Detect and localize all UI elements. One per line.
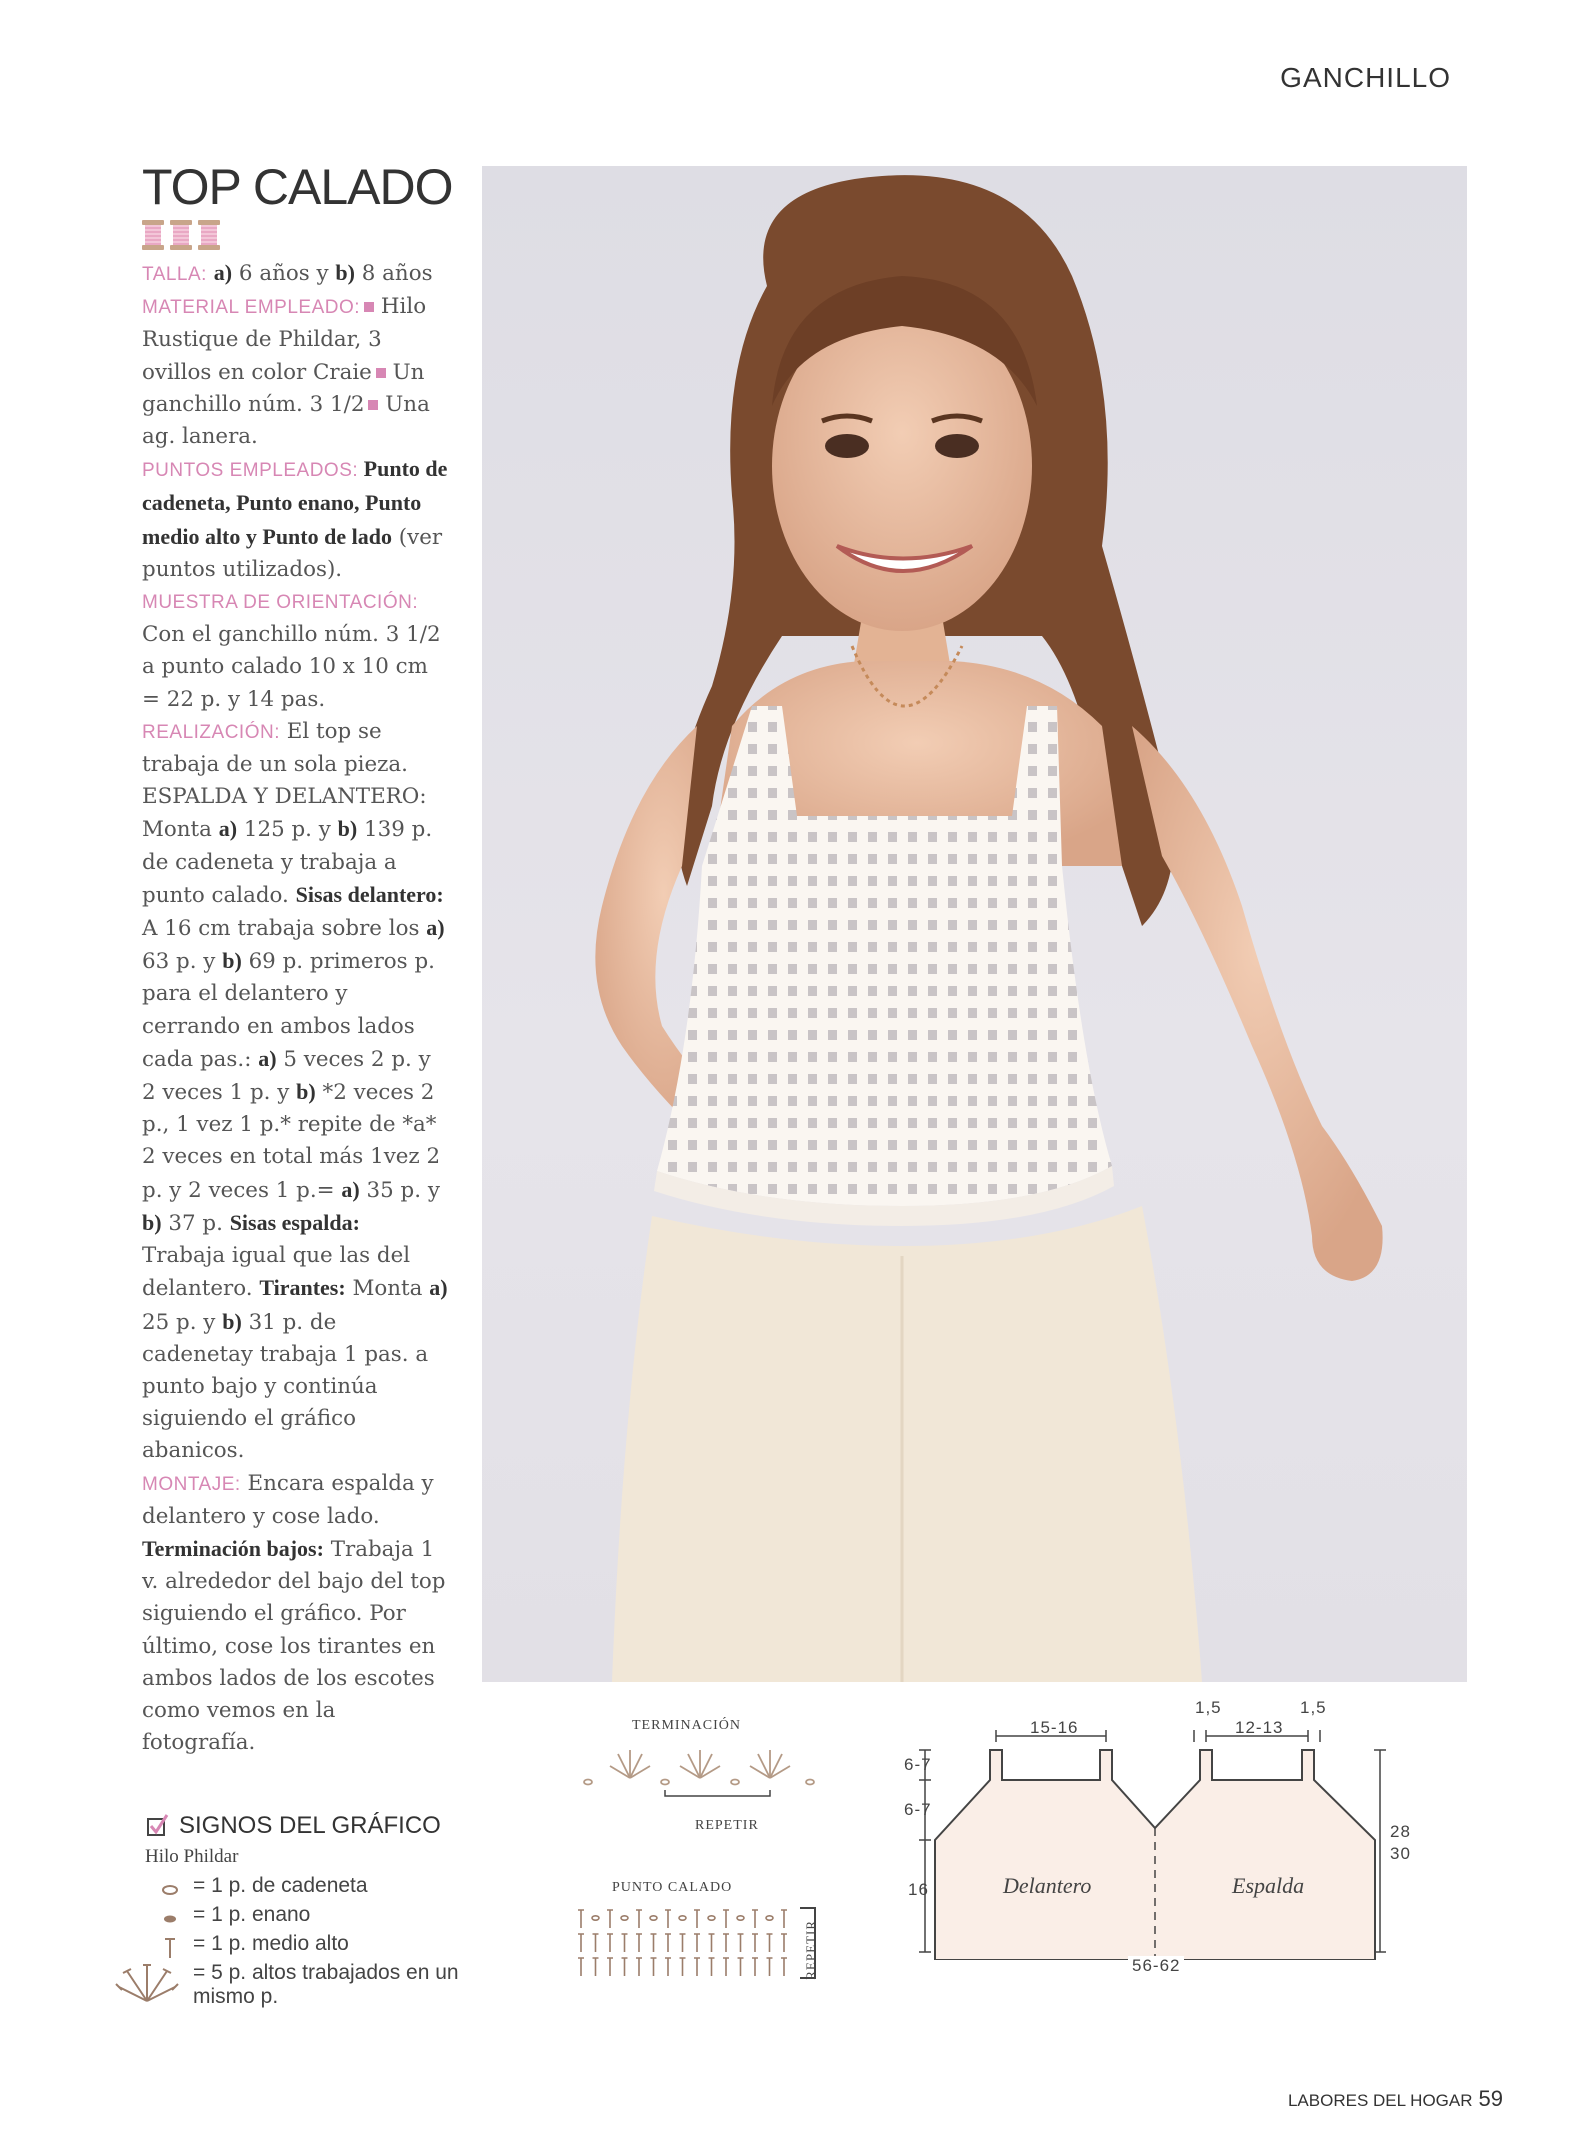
punto-calado-chart (575, 1900, 820, 1990)
size-b: b) (296, 1079, 316, 1105)
sisas-del-1: A 16 cm trabaja sobre los (142, 916, 427, 942)
muestra (142, 586, 448, 716)
chain-stitch-mark (766, 1916, 773, 1920)
half-double-crochet-mark (723, 1910, 729, 1928)
half-double-crochet-mark (723, 1958, 729, 1976)
talla (142, 257, 448, 291)
legend-text: = 1 p. medio alto (193, 1932, 349, 1955)
delantero-label: Delantero (1003, 1873, 1092, 1898)
sisas-del-5: *2 veces 2 p., 1 vez 1 p.* repite de *a* 2 veces en total más 1vez 2 p. y 2 veces 1 p.= (142, 1080, 441, 1203)
half-double-crochet-mark (680, 1958, 686, 1976)
legend-heading (145, 1812, 475, 1840)
legend-item (145, 1961, 475, 2021)
tirantes-3: 31 p. de cadenetay trabaja 1 pas. a punto bajo y continúa siguiendo el gráfico abanicos. (142, 1309, 429, 1464)
half-double-crochet-mark (752, 1958, 758, 1976)
terminacion-chart (580, 1738, 820, 1818)
tirantes-2: 25 p. y (142, 1309, 223, 1335)
puntos (142, 453, 448, 586)
muestra-label: MUESTRA DE ORIENTACIÓN: (142, 592, 419, 614)
half-double-crochet-mark (622, 1958, 628, 1976)
size-a-value: 6 años y (232, 261, 336, 286)
realizacion-label: REALIZACIÓN: (142, 721, 280, 743)
tirantes-heading: Tirantes: (259, 1275, 346, 1301)
half-double-crochet-mark (636, 1958, 642, 1976)
girl-illustration (482, 166, 1467, 1682)
half-double-crochet-mark (694, 1910, 700, 1928)
muestra-text: Con el ganchillo núm. 3 1/2 a punto calado 10 x 10 cm = 22 p. y 14 pas. (142, 622, 441, 712)
material-2: Un ganchillo núm. 3 1/2 (142, 359, 425, 417)
sisas-del-2: 63 p. y (142, 949, 223, 975)
size-a: a) (213, 260, 233, 285)
chain-stitch-mark (737, 1916, 744, 1920)
legend-subtitle: Hilo Phildar (145, 1846, 239, 1867)
half-double-crochet-mark (738, 1958, 744, 1976)
half-double-crochet-mark (607, 1934, 613, 1952)
bullet-square-icon (376, 368, 386, 378)
half-double-crochet-mark (665, 1934, 671, 1952)
sisas-espalda-text: Trabaja igual que las del delantero. (142, 1243, 411, 1302)
half-double-crochet-mark (781, 1958, 787, 1976)
half-double-crochet-mark (738, 1934, 744, 1952)
punto-calado-title: PUNTO CALADO (612, 1880, 733, 1895)
half-double-crochet-mark (578, 1934, 584, 1952)
terminacion-bajos-heading: Terminación bajos: (142, 1535, 324, 1561)
montaje (142, 1468, 448, 1760)
page-title: TOP CALADO (142, 159, 453, 215)
legend-title: SIGNOS DEL GRÁFICO (179, 1812, 441, 1839)
sisas-delantero-heading: Sisas delantero: (295, 881, 444, 907)
slip-stitch-icon (155, 1907, 185, 1931)
bullet-square-icon (364, 302, 374, 312)
legend-item (145, 1903, 475, 1932)
measure-strap-height: 6-7 (904, 1755, 932, 1774)
legend-text: = 1 p. de cadeneta (193, 1874, 368, 1897)
half-double-crochet-mark (636, 1910, 642, 1928)
thread-spool-icon (198, 220, 220, 250)
half-double-crochet-mark (781, 1934, 787, 1952)
garment-schematic (890, 1700, 1410, 1960)
measure-total-a: 28 (1390, 1822, 1411, 1841)
pattern-instructions (142, 257, 448, 1759)
half-double-crochet-mark (709, 1958, 715, 1976)
half-double-crochet-mark (607, 1910, 613, 1928)
half-double-crochet-mark (607, 1958, 613, 1976)
half-double-crochet-icon (155, 1936, 185, 1960)
half-double-crochet-mark (636, 1934, 642, 1952)
page-number: 59 (1478, 2086, 1503, 2111)
half-double-crochet-mark (752, 1910, 758, 1928)
half-double-crochet-mark (723, 1934, 729, 1952)
magazine-name: LABORES DEL HOGAR (1287, 2091, 1473, 2110)
legend-text: = 5 p. altos trabajados en un mismo p. (193, 1961, 459, 2008)
half-double-crochet-mark (709, 1934, 715, 1952)
half-double-crochet-mark (651, 1958, 657, 1976)
page-footer (1288, 2086, 1503, 2112)
montaje-text-1: Encara espalda y delantero y cose lado. (142, 1470, 434, 1529)
half-double-crochet-mark (752, 1934, 758, 1952)
sisas-del-7: 37 p. (161, 1210, 230, 1236)
fan-stitch-icon (115, 1961, 179, 2005)
terminacion-chart-title: TERMINACIÓN (632, 1718, 741, 1733)
espalda-label: Espalda (1232, 1873, 1305, 1898)
chain-stitch-mark (679, 1916, 686, 1920)
sisas-del-6: 35 p. y (359, 1177, 440, 1203)
repetir-vertical-label: REPETIR (803, 1920, 818, 1980)
chart-legend (145, 1812, 475, 2021)
realizacion-text-3: 139 p. de cadeneta y trabaja a punto calado. (142, 817, 433, 908)
half-double-crochet-mark (651, 1934, 657, 1952)
chain-stitch-icon (155, 1878, 185, 1902)
measure-total-b: 30 (1390, 1844, 1411, 1863)
half-double-crochet-mark (781, 1910, 787, 1928)
legend-item (145, 1932, 475, 1961)
size-a: a) (426, 915, 445, 941)
measure-armhole: 6-7 (904, 1800, 932, 1819)
material-3: Una ag. lanera. (142, 391, 430, 450)
size-b-value: 8 años (354, 261, 433, 286)
puntos-list: Punto de cadeneta, Punto enano, Punto medio alto y Punto de lado (142, 456, 448, 549)
size-a: a) (258, 1045, 277, 1071)
sisas-del-3: 69 p. primeros p. para el delantero y cerrando en ambos lados cada pas.: (142, 949, 435, 1072)
chain-stitch-mark (621, 1916, 628, 1920)
realizacion-text-2: 125 p. y (237, 817, 338, 843)
thread-spool-icon (142, 220, 164, 250)
material-1: Hilo Rustique de Phildar, 3 ovillos en color Craie (142, 294, 427, 385)
half-double-crochet-mark (593, 1934, 599, 1952)
puntos-note: (ver puntos utilizados). (142, 524, 443, 582)
half-double-crochet-mark (593, 1958, 599, 1976)
measure-small-2: 1,5 (1300, 1698, 1327, 1717)
sisas-espalda-heading: Sisas espalda: (229, 1209, 360, 1235)
chain-stitch-mark (592, 1916, 599, 1920)
legend-item (145, 1874, 475, 1903)
tirantes-1: Monta (345, 1276, 430, 1302)
half-double-crochet-mark (694, 1958, 700, 1976)
size-a: a) (341, 1176, 360, 1202)
chain-stitch-mark (650, 1916, 657, 1920)
size-b: b) (222, 948, 242, 974)
puntos-label: PUNTOS EMPLEADOS: (142, 460, 359, 482)
measure-strap-gap: 15-16 (1030, 1718, 1079, 1737)
montaje-text-2: Trabaja 1 v. alrededor del bajo del top siguiendo el gráfico. Por último, cose los tirantes en ambos lados de los escotes como vemos en la fotografía. (142, 1536, 446, 1756)
sisas-del-4: 5 veces 2 p. y 2 veces 1 p. y (142, 1046, 431, 1106)
talla-label: TALLA: (142, 264, 207, 285)
realizacion-text-1: El top se trabaja de un sola pieza. ESPALDA Y DELANTERO: Monta (142, 718, 427, 843)
half-double-crochet-mark (694, 1934, 700, 1952)
material-label: MATERIAL EMPLEADO: (142, 297, 361, 319)
material (142, 291, 448, 453)
half-double-crochet-mark (578, 1910, 584, 1928)
size-b: b) (142, 1209, 162, 1235)
realizacion (142, 716, 448, 1468)
half-double-crochet-mark (680, 1934, 686, 1952)
size-a: a) (429, 1275, 448, 1301)
half-double-crochet-mark (767, 1934, 773, 1952)
bullet-square-icon (368, 400, 378, 410)
montaje-label: MONTAJE: (142, 1473, 241, 1495)
size-a: a) (218, 816, 238, 842)
chain-stitch-mark (708, 1916, 715, 1920)
half-double-crochet-mark (665, 1958, 671, 1976)
size-b: b) (335, 260, 355, 285)
half-double-crochet-mark (622, 1934, 628, 1952)
fan-group (610, 1750, 650, 1778)
half-double-crochet-mark (665, 1910, 671, 1928)
measure-small-1: 1,5 (1195, 1698, 1222, 1717)
section-label: GANCHILLO (1280, 62, 1451, 93)
measure-body-height: 16 (908, 1880, 929, 1899)
half-double-crochet-mark (767, 1958, 773, 1976)
legend-text: = 1 p. enano (193, 1903, 311, 1926)
size-b: b) (337, 816, 358, 842)
measure-espalda-gap: 12-13 (1235, 1718, 1284, 1737)
measure-width: 56-62 (1128, 1956, 1184, 1976)
difficulty-rating (142, 220, 220, 250)
thread-spool-icon (170, 220, 192, 250)
half-double-crochet-mark (578, 1958, 584, 1976)
repetir-label: REPETIR (695, 1818, 759, 1833)
checkbox-icon (145, 1813, 171, 1839)
size-b: b) (222, 1308, 242, 1334)
model-photo (482, 166, 1467, 1682)
